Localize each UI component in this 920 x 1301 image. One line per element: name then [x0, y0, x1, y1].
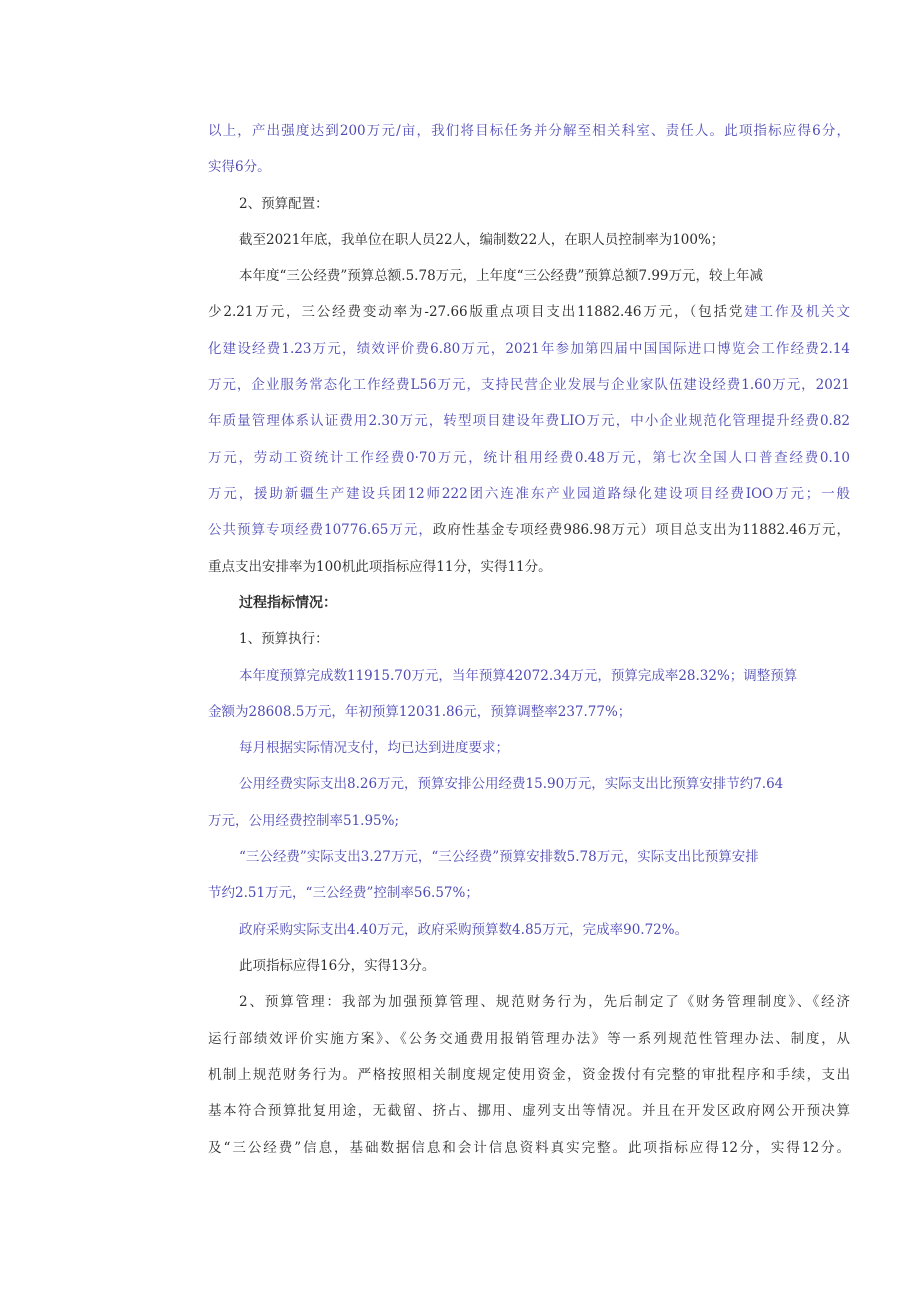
section-heading: [239, 629, 329, 649]
text-run: 本年度“三公经费”预算总额.5.78万元，上年度“三公经费”预算总额7.99万元，较上年减: [239, 268, 764, 284]
text-run: 过程指标情况：: [239, 595, 337, 611]
text-run: 万元，援助新疆生产建设兵团12师222团六连准东产业园道路绿化建设项目经费IOO万元；一般: [208, 486, 850, 502]
text-line: [239, 666, 797, 686]
text-line: [239, 230, 724, 250]
text-line: [208, 121, 850, 141]
text-run: 少2.21万元，三公经费变动率为-27.66版重点项目支出11882.46万元，（包括党: [208, 304, 745, 320]
text-run: 建工作及机关文: [744, 304, 851, 320]
text-run: “三公经费”实际支出3.27万元，“三公经费”预算安排数5.78万元，实际支出比预算安排: [239, 849, 759, 865]
text-run: 政府性基金专项经费986.98万元）项目总支出为11882.46万元，: [432, 522, 850, 538]
text-run: 政府采购实际支出4.40万元，政府采购预算数4.85万元，完成率90.72%。: [239, 922, 689, 938]
text-line: [239, 956, 435, 976]
text-run: 截至2021年底，我单位在职人员22人，编制数22人，在职人员控制率为100%；: [239, 232, 725, 248]
text-line: [208, 1138, 850, 1158]
text-run: 重点支出安排率为100机此项指标应得11分，实得11分。: [208, 559, 552, 575]
text-line: [208, 883, 479, 903]
text-line: [208, 375, 850, 395]
text-run: 化建设经费1.23万元，绩效评价费6.80万元，2021年参加第四届中国国际进口博览会工作经费2.14: [208, 341, 850, 357]
section-heading: [239, 194, 329, 214]
text-run: 万元，企业服务常态化工作经费L56万元，支持民营企业发展与企业家队伍建设经费1.60万元，2021: [208, 377, 850, 393]
text-run: 万元，劳动工资统计工作经费0·70万元，统计租用经费0.48万元，第七次全国人口普查经费0.10: [208, 450, 850, 466]
text-run: 年质量管理体系认证费用2.30万元，转型项目建设年费LIO万元，中小企业规范化管理提升经费0.82: [208, 413, 850, 429]
text-run: 公共预算专项经费10776.65万元，: [208, 522, 433, 538]
text-line: [208, 520, 850, 540]
text-run: 以上，产出强度达到200万元/亩，我们将目标任务并分解至相关科室、责任人。此项指标应得6分，: [208, 123, 850, 139]
text-line: [208, 702, 631, 722]
text-line: [208, 484, 850, 504]
text-line: [239, 738, 509, 758]
text-line: [208, 448, 850, 468]
text-line: [239, 992, 850, 1012]
text-run: 运行部绩效评价实施方案》、《公务交通费用报销管理办法》等一系列规范性管理办法、制度，从: [208, 1031, 850, 1047]
text-run: 公用经费实际支出8.26万元，预算安排公用经费15.90万元，实际支出比预算安排节约7.64: [239, 776, 784, 792]
text-run: 本年度预算完成数11915.70万元，当年预算42072.34万元，预算完成率28.32%；调整预算: [239, 668, 798, 684]
text-line: [208, 157, 271, 177]
text-run: 此项指标应得16分，实得13分。: [239, 958, 436, 974]
text-run: 2、预算配置：: [239, 196, 329, 212]
text-line: [239, 847, 759, 867]
text-run: 万元，公用经费控制率51.95%;: [208, 813, 400, 829]
text-run: 及“三公经费”信息，基础数据信息和会计信息资料真实完整。此项指标应得12分，实得12分。: [208, 1140, 850, 1156]
text-line: [208, 811, 399, 831]
section-heading: [239, 593, 337, 613]
text-line: [208, 411, 850, 431]
text-line: [239, 920, 688, 940]
text-line: [208, 1101, 850, 1121]
text-line: [239, 774, 783, 794]
text-line: [208, 1029, 850, 1049]
text-line: [239, 266, 763, 286]
text-run: 1、预算执行：: [239, 631, 329, 647]
text-run: 机制上规范财务行为。严格按照相关制度规定使用资金，资金拨付有完整的审批程序和手续，支出: [208, 1067, 850, 1083]
text-line: [208, 339, 850, 359]
text-run: 每月根据实际情况支付，均已达到进度要求；: [239, 740, 509, 756]
text-line: [208, 302, 850, 322]
text-line: [208, 1065, 850, 1085]
text-run: 节约2.51万元，“三公经费”控制率56.57%；: [208, 885, 479, 901]
text-run: 实得6分。: [208, 159, 271, 175]
text-line: [208, 557, 552, 577]
text-run: 2、预算管理：我部为加强预算管理、规范财务行为，先后制定了《财务管理制度》、《经济: [239, 994, 850, 1010]
text-run: 基本符合预算批复用途，无截留、挤占、挪用、虚列支出等情况。并且在开发区政府网公开预决算: [208, 1103, 850, 1119]
text-run: 金额为28608.5万元，年初预算12031.86元，预算调整率237.77%；: [208, 704, 632, 720]
